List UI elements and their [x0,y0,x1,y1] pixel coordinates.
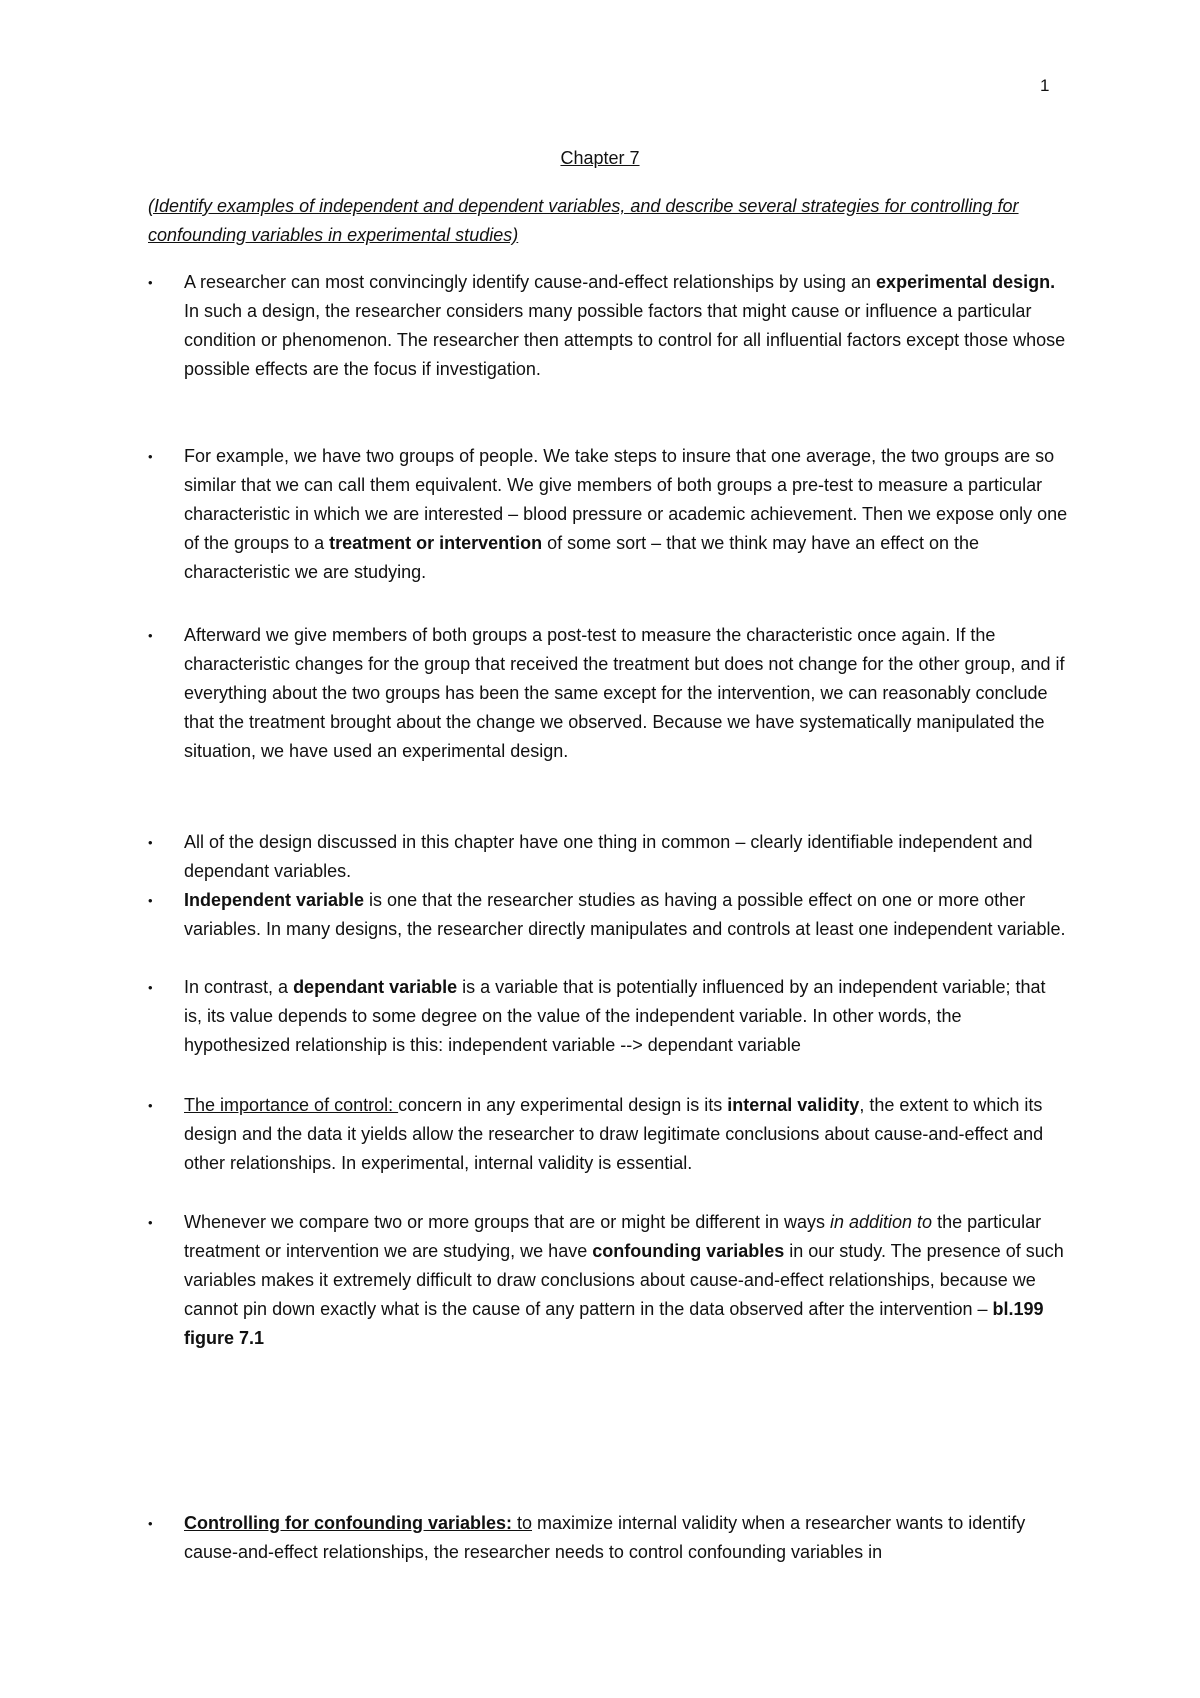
paragraph-text [184,268,1068,384]
bullet-paragraph [148,1509,1068,1567]
bullet-paragraph [148,442,1068,587]
bold-text-run: Independent variable [184,890,365,910]
text-run: of some sort – that we think may have an effect on the characteristic we are studying. [184,533,980,582]
bullet-icon: • [148,1098,153,1113]
bullet-paragraph [148,886,1068,944]
text-run: the particular treatment or intervention we are studying, we have [184,1212,1042,1261]
paragraph-text [184,1509,1068,1567]
bullet-icon: • [148,980,153,995]
bold-text-run: internal validity [727,1095,860,1115]
bold-text-run: experimental design. [876,272,1056,292]
paragraph-text [184,621,1068,766]
italic-text-run: in addition to [829,1212,933,1232]
bullet-paragraph [148,621,1068,766]
bullet-paragraph [148,828,1068,886]
paragraph-text [184,1208,1068,1353]
text-run: concern in any experimental design is its [398,1095,728,1115]
bullet-icon: • [148,893,153,908]
text-run: In contrast, a [184,977,294,997]
paragraph-text [184,973,1068,1060]
bullet-paragraph [148,268,1068,384]
bold-text-run: Controlling for confounding variables: [184,1513,512,1533]
text-run: maximize internal validity when a researcher wants to identify cause-and-effect relationships, the researcher needs to control confounding variables in [184,1513,1026,1562]
text-run: For example, we have two groups of people. We take steps to insure that one average, the two groups are so similar that we can call them equivalent. We give members of both groups a pre-test to measure a particular characteristic in which we are interested – blood pressure or academic achievement. Then we expose only one of the groups to a [184,446,1068,553]
text-run: , the extent to which its design and the data it yields allow the researcher to draw legitimate conclusions about cause-and-effect and other relationships. In experimental, internal validity is essential. [184,1095,1044,1173]
bullet-paragraph [148,973,1068,1060]
bullet-icon: • [148,1516,153,1531]
paragraph-text [184,442,1068,587]
bullet-icon: • [148,835,153,850]
text-run: is one that the researcher studies as having a possible effect on one or more other variables. In many designs, the researcher directly manipulates and controls at least one independent variable. [184,890,1066,939]
paragraph-text [184,828,1068,886]
bold-text-run: confounding variables [592,1241,785,1261]
text-run: Whenever we compare two or more groups that are or might be different in ways [184,1212,830,1232]
bold-text-run: treatment or intervention [329,533,543,553]
bullet-paragraph [148,1208,1068,1353]
bullet-icon: • [148,449,153,464]
underlined-text-run: The importance of control: [184,1095,399,1115]
text-run: Afterward we give members of both groups a post-test to measure the characteristic once again. If the characteristic changes for the group that received the treatment but does not change for the other group, and if everything about the two groups has been the same except for the intervention, we can reasonably conclude that the treatment brought about the change we observed. Because we have systematically manipulated the situation, we have used an experimental design. [184,625,1065,761]
paragraph-text [184,886,1068,944]
bullet-icon: • [148,1215,153,1230]
text-run: in our study. The presence of such variables makes it extremely difficult to draw conclusions about cause-and-effect relationships, because we cannot pin down exactly what is the cause of any pattern in the data observed after the intervention – [184,1241,1064,1319]
bullet-paragraph [148,1091,1068,1178]
text-run: All of the design discussed in this chapter have one thing in common – clearly identifiable independent and dependant variables. [184,832,1033,881]
page-number: 1 [1040,76,1050,95]
bold-text-run: bl.199 figure 7.1 [184,1299,1044,1348]
paragraph-text [184,1091,1068,1178]
bold-text-run: dependant variable [293,977,458,997]
text-run: In such a design, the researcher considers many possible factors that might cause or influence a particular condition or phenomenon. The researcher then attempts to control for all influential factors except those whose possible effects are the focus if investigation. [184,301,1066,379]
text-run: A researcher can most convincingly identify cause-and-effect relationships by using an [184,272,877,292]
chapter-title: Chapter 7 [560,148,640,168]
chapter-subtitle: (Identify examples of independent and dependent variables, and describe several strategies for controlling for confounding variables in experimental studies) [148,196,1019,245]
bullet-icon: • [148,275,153,290]
bullet-icon: • [148,628,153,643]
text-run: is a variable that is potentially influenced by an independent variable; that is, its value depends to some degree on the value of the independent variable. In other words, the hypothesized relationship is this: independent variable --> dependant variable [184,977,1046,1055]
underlined-text-run: to [512,1513,533,1533]
